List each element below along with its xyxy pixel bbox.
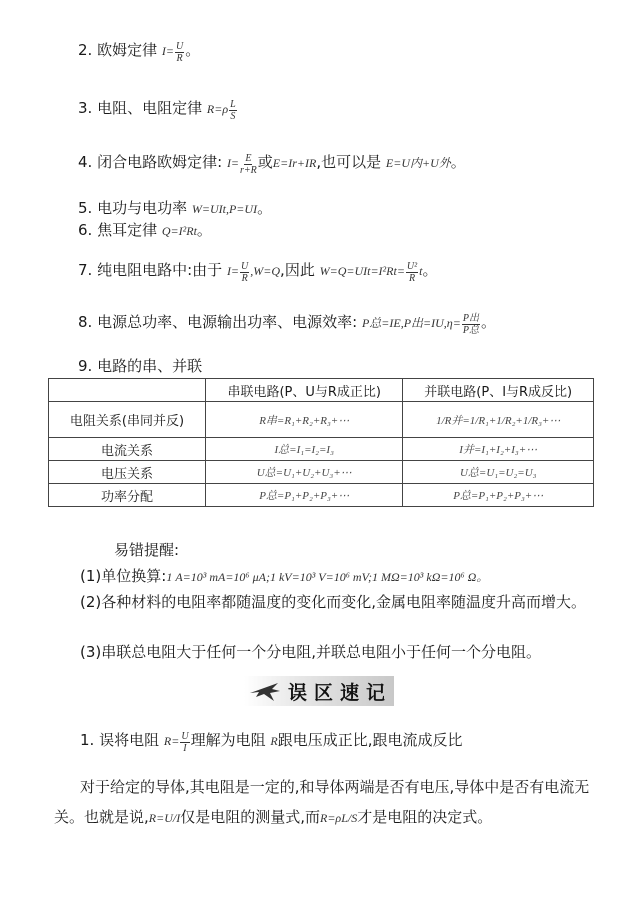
airplane-icon [248, 679, 282, 703]
tip-resistivity: (2)各种材料的电阻率都随温度的变化而变化,金属电阻率随温度升高而增大。 [80, 593, 587, 611]
banner-title: 误区速记 [288, 681, 393, 704]
table-row [49, 461, 594, 484]
formula: P总=IE,P出=IU,η= P出 P总 [361, 312, 479, 336]
formula: I= $\frac{E}{r+R}$ [226, 152, 257, 176]
table-row [49, 402, 594, 438]
tip-total-resistance: (3)串联总电阻大于任何一个分电阻,并联总电阻小于任何一个分电阻。 [80, 643, 542, 661]
item-joule-law: 6. 焦耳定律 Q=I²Rt。 [78, 221, 212, 239]
circuit-table [48, 378, 594, 507]
item-title: 闭合电路欧姆定律: [97, 153, 223, 171]
item-title: 电源总功率、电源输出功率、电源效率: [97, 313, 358, 331]
item-title: 焦耳定律 [97, 221, 158, 239]
row-label: 电阻关系(串同并反) [49, 402, 206, 438]
formula: E=Ir+IR [272, 156, 317, 170]
parallel-cell: I并=I₁+I₂+I₃+⋯ [403, 438, 594, 461]
item-title: 欧姆定律 [97, 41, 158, 59]
row-label: 电压关系 [49, 461, 206, 484]
formula: R=ρ $\frac{L}{S}$ [206, 98, 236, 122]
formula: Q=I²Rt [161, 224, 197, 238]
formula: I= $\frac{U}{R}$ ,W=Q [226, 260, 281, 284]
item-resistance-law: 3. 电阻、电阻定律 R=ρ $\frac{L}{S}$ [78, 98, 236, 122]
item-title: 电路的串、并联 [97, 357, 203, 375]
table-header-series: 串联电路(P、U与R成正比) [206, 379, 403, 402]
parallel-cell: 1/R并=1/R₁+1/R₂+1/R₃+⋯ [403, 402, 594, 438]
item-series-parallel: 9. 电路的串、并联 [78, 357, 203, 375]
item-title: 电阻、电阻定律 [97, 99, 203, 117]
tip-unit-conversion: (1)单位换算:1 A=10³ mA=10⁶ μA;1 kV=10³ V=10⁶ mV;1 MΩ=10³ kΩ=10⁶ Ω。 [80, 567, 489, 585]
formula: E=U内+U外 [385, 156, 451, 170]
item-title: 电功与电功率 [97, 199, 188, 217]
row-label: 电流关系 [49, 438, 206, 461]
series-cell: R串=R₁+R₂+R₃+⋯ [206, 402, 403, 438]
mistake-item: 1. 误将电阻 R= $\frac{U}{I}$ 理解为电阻 R跟电压成正比,跟电流成反比 [80, 730, 463, 754]
formula: I= $\frac{U}{R}$ [161, 40, 184, 64]
item-power-efficiency: 8. 电源总功率、电源输出功率、电源效率: P总=IE,P出=IU,η= P出 P总 。 [78, 312, 496, 336]
item-ohm-law: 2. 欧姆定律 I= $\frac{U}{R}$ 。 [78, 40, 201, 64]
formula: W=Q=UIt=I²Rt= $\frac{\text{U²}}{R}$ t [319, 260, 423, 284]
item-title: 纯电阻电路中:由于 [97, 261, 223, 279]
formula: W=UIt,P=UI [191, 202, 258, 216]
item-pure-resistor: 7. 纯电阻电路中:由于 I= $\frac{U}{R}$ ,W=Q,因此 W=Q=UIt=I²Rt= $\frac{\text{U²}}{R}$ t。 [78, 260, 438, 284]
table-header-empty [49, 379, 206, 402]
table-row [49, 438, 594, 461]
table-row [49, 484, 594, 507]
row-label: 功率分配 [49, 484, 206, 507]
series-cell: U总=U₁+U₂+U₃+⋯ [206, 461, 403, 484]
parallel-cell: P总=P₁+P₂+P₃+⋯ [403, 484, 594, 507]
series-cell: I总=I₁=I₂=I₃ [206, 438, 403, 461]
item-electric-work: 5. 电功与电功率 W=UIt,P=UI。 [78, 199, 273, 217]
formula: R= $\frac{U}{I}$ [163, 730, 189, 754]
item-closed-circuit: 4. 闭合电路欧姆定律: I= $\frac{E}{r+R}$ 或E=Ir+IR,也可以是 E=U内+U外。 [78, 152, 466, 176]
table-header-row [49, 379, 594, 402]
tips-heading: 易错提醒: [114, 541, 180, 559]
series-cell: P总=P₁+P₂+P₃+⋯ [206, 484, 403, 507]
mistake-explanation: 对于给定的导体,其电阻是一定的,和导体两端是否有电压,导体中是否有电流无关。也就是说,R=U/I仅是电阻的测量式,而R=ρL/S才是电阻的决定式。 [54, 778, 590, 826]
parallel-cell: U总=U₁=U₂=U₃ [403, 461, 594, 484]
section-banner [244, 676, 394, 706]
table-header-parallel: 并联电路(P、I与R成反比) [403, 379, 594, 402]
